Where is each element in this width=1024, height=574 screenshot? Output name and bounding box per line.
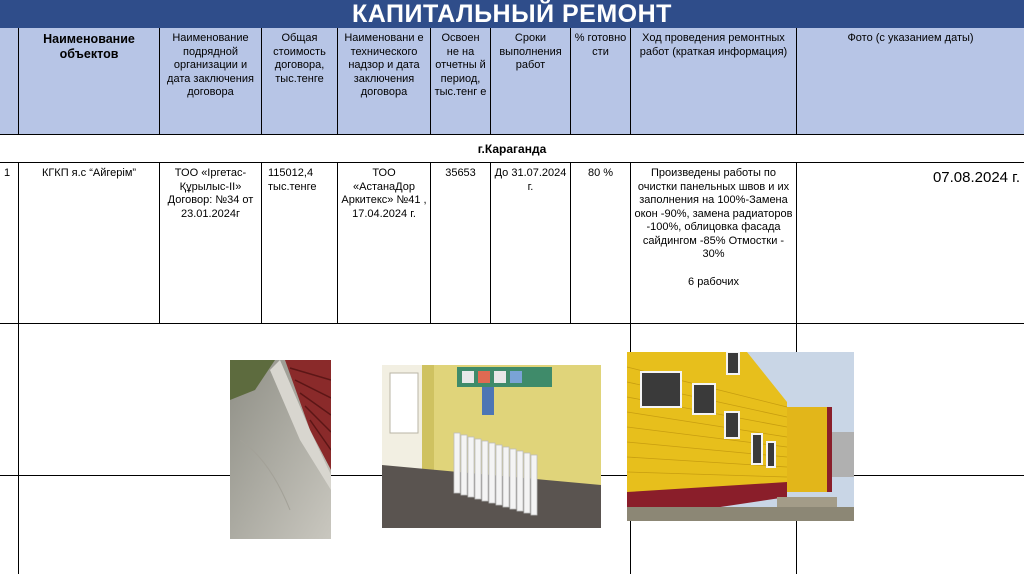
header-deadline: Сроки выполнения работ	[491, 28, 571, 135]
row-spent: 35653	[431, 163, 491, 324]
row-deadline: До 31.07.2024 г.	[491, 163, 571, 324]
header-contractor: Наименование подрядной организации и дата заключения договора	[160, 28, 262, 135]
row-supervision: ТОО «АстанаДор Аркитекс» №41 , 17.04.2024 г.	[338, 163, 431, 324]
title-banner	[0, 0, 1024, 28]
row-object: КГКП я.с “Айгерім”	[19, 163, 160, 324]
header-object: Наименование объектов	[19, 28, 160, 135]
header-progress: Ход проведения ремонтных работ (краткая информация)	[631, 28, 797, 135]
row-contractor: ТОО «Іргетас-Құрылыс-ІІ» Договор: №34 от 23.01.2024г	[160, 163, 262, 324]
photo-radiator	[382, 365, 601, 528]
row-num: 1	[0, 163, 19, 324]
row-progress	[631, 163, 797, 324]
header-num	[0, 28, 19, 135]
workers-count: 6 рабочих	[688, 275, 739, 288]
header-photo: Фото (с указанием даты)	[797, 28, 1024, 135]
header-spent: Освоен не на отчетны й период, тыс.тенг е	[431, 28, 491, 135]
region-label: г.Караганда	[0, 135, 1024, 163]
photo-walkway	[230, 360, 331, 539]
row-ready: 80 %	[571, 163, 631, 324]
photo-date: 07.08.2024 г.	[797, 163, 1024, 324]
header-supervision: Наименовани е технического надзор и дата заключения договора	[338, 28, 431, 135]
row-cost: 115012,4 тыс.тенге	[262, 163, 338, 324]
header-cost: Общая стоимость договора, тыс.тенге	[262, 28, 338, 135]
photo-facade	[627, 352, 854, 521]
header-ready: % готовно сти	[571, 28, 631, 135]
progress-text: Произведены работы по очистки панельных швов и их заполнения на 100%-Замена окон -90%, замена радиаторов -100%, облицовка фасада сайдингом -85% Отмостки - 30%	[634, 167, 793, 260]
page-title: КАПИТАЛЬНЫЙ РЕМОНТ	[352, 0, 672, 28]
